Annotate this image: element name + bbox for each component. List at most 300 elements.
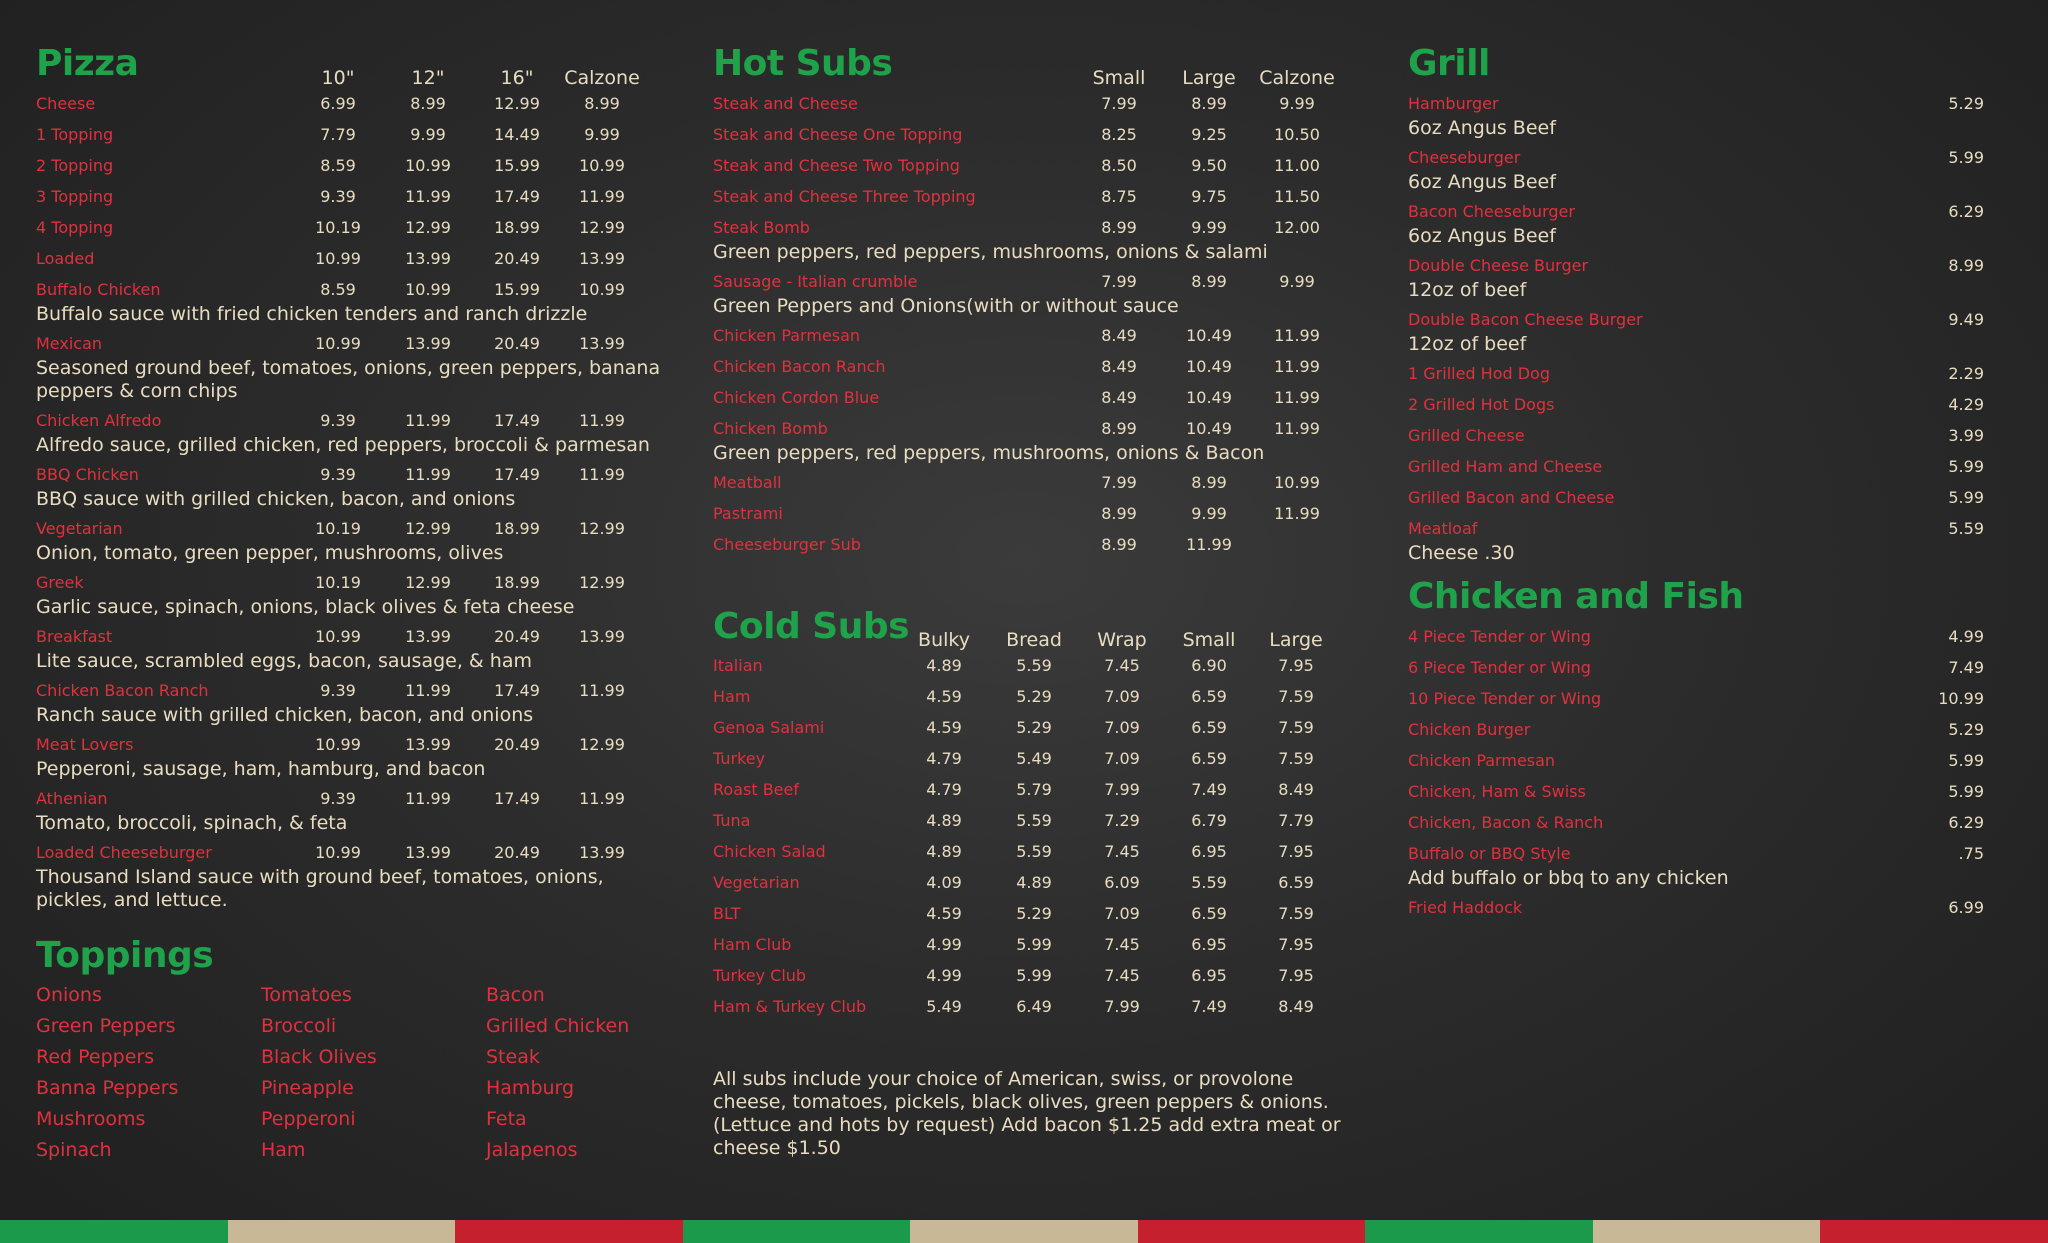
- menu-item-price: 7.45: [1104, 656, 1140, 675]
- menu-item-price: 10.49: [1186, 357, 1232, 376]
- menu-item-price: 14.49: [494, 125, 540, 144]
- menu-item-name: Loaded Cheeseburger: [36, 843, 212, 862]
- menu-item-price: 4.79: [926, 749, 962, 768]
- menu-item-name: Grilled Ham and Cheese: [1408, 457, 1603, 476]
- menu-item-price: 4.89: [926, 811, 962, 830]
- menu-item-description: Cheese .30: [1408, 542, 1515, 564]
- menu-item-description: Garlic sauce, spinach, onions, black olives & feta cheese: [36, 596, 575, 618]
- menu-item-price: 13.99: [405, 627, 451, 646]
- menu-item-price: 11.99: [405, 681, 451, 700]
- menu-item-price: 11.99: [1186, 535, 1232, 554]
- menu-item-price: 10.99: [315, 627, 361, 646]
- menu-item-name: Grilled Bacon and Cheese: [1408, 488, 1615, 507]
- menu-item-price: 7.79: [320, 125, 356, 144]
- menu-item-price: 7.59: [1278, 718, 1314, 737]
- menu-item-price: 8.99: [1101, 419, 1137, 438]
- column-header: Large: [1182, 67, 1236, 89]
- menu-item-description: Alfredo sauce, grilled chicken, red peppers, broccoli & parmesan: [36, 434, 650, 456]
- menu-item-price: .75: [1958, 844, 1984, 863]
- menu-item-price: 7.45: [1104, 966, 1140, 985]
- grill-title: Grill: [1408, 43, 1490, 84]
- stripe-segment: [0, 1220, 229, 1243]
- menu-item-price: 7.95: [1278, 656, 1314, 675]
- menu-item-price: 7.09: [1104, 904, 1140, 923]
- menu-item-name: Grilled Cheese: [1408, 426, 1525, 445]
- menu-item-price: 5.29: [1016, 718, 1052, 737]
- menu-item-price: 10.99: [405, 280, 451, 299]
- menu-item-price: 4.79: [926, 780, 962, 799]
- menu-item-price: 11.50: [1274, 187, 1320, 206]
- menu-item-name: Steak and Cheese: [713, 94, 858, 113]
- menu-item-price: 10.19: [315, 573, 361, 592]
- menu-item-price: 11.99: [1274, 388, 1320, 407]
- menu-item-price: 6.95: [1191, 935, 1227, 954]
- menu-item-price: 9.39: [320, 789, 356, 808]
- column-header: 16": [500, 67, 534, 89]
- topping-item: Grilled Chicken: [486, 1015, 630, 1037]
- column-header: Bulky: [918, 629, 970, 651]
- menu-item-price: 8.49: [1278, 780, 1314, 799]
- column-header: Wrap: [1097, 629, 1147, 651]
- menu-item-name: Chicken, Bacon & Ranch: [1408, 813, 1604, 832]
- menu-item-price: 5.59: [1948, 519, 1984, 538]
- menu-item-price: 11.99: [405, 411, 451, 430]
- menu-item-price: 17.49: [494, 465, 540, 484]
- menu-item-name: 1 Grilled Hod Dog: [1408, 364, 1550, 383]
- menu-item-price: 7.99: [1104, 780, 1140, 799]
- menu-item-price: 18.99: [494, 218, 540, 237]
- menu-item-price: 5.59: [1016, 656, 1052, 675]
- menu-item-name: Cheese: [36, 94, 96, 113]
- menu-item-description: pickles, and lettuce.: [36, 889, 228, 911]
- menu-item-price: 6.79: [1191, 811, 1227, 830]
- menu-item-name: Meatball: [713, 473, 782, 492]
- menu-item-price: 10.19: [315, 519, 361, 538]
- menu-item-price: 9.39: [320, 681, 356, 700]
- menu-item-price: 8.99: [584, 94, 620, 113]
- stripe-segment: [1365, 1220, 1594, 1243]
- menu-item-price: 6.59: [1278, 873, 1314, 892]
- menu-item-price: 5.59: [1191, 873, 1227, 892]
- menu-item-price: 7.79: [1278, 811, 1314, 830]
- menu-item-description: Tomato, broccoli, spinach, & feta: [36, 812, 348, 834]
- topping-item: Banna Peppers: [36, 1077, 179, 1099]
- menu-item-price: 6.09: [1104, 873, 1140, 892]
- menu-item-price: 5.59: [1016, 842, 1052, 861]
- menu-item-name: Chicken Bomb: [713, 419, 828, 438]
- menu-item-price: 7.09: [1104, 749, 1140, 768]
- menu-item-price: 10.49: [1186, 388, 1232, 407]
- menu-item-description: Pepperoni, sausage, ham, hamburg, and bacon: [36, 758, 486, 780]
- menu-item-description: Onion, tomato, green pepper, mushrooms, olives: [36, 542, 504, 564]
- menu-item-price: 8.99: [1101, 535, 1137, 554]
- menu-item-description: 12oz of beef: [1408, 279, 1527, 301]
- menu-item-price: 10.50: [1274, 125, 1320, 144]
- menu-item-price: 8.99: [1101, 504, 1137, 523]
- menu-item-name: 3 Topping: [36, 187, 114, 206]
- menu-item-description: Buffalo sauce with fried chicken tenders and ranch drizzle: [36, 303, 588, 325]
- menu-item-name: Cheeseburger: [1408, 148, 1521, 167]
- toppings-section: [36, 935, 656, 1168]
- menu-item-price: 4.99: [926, 966, 962, 985]
- menu-item-price: 9.50: [1191, 156, 1227, 175]
- menu-item-name: Steak and Cheese One Topping: [713, 125, 963, 144]
- pizza-title: Pizza: [36, 43, 139, 84]
- menu-item-price: 10.99: [1938, 689, 1984, 708]
- menu-item-price: 6.29: [1948, 202, 1984, 221]
- menu-item-price: 8.99: [410, 94, 446, 113]
- topping-item: Pepperoni: [261, 1108, 356, 1130]
- menu-item-price: 17.49: [494, 681, 540, 700]
- menu-item-price: 13.99: [405, 334, 451, 353]
- topping-item: Hamburg: [486, 1077, 575, 1099]
- grill-section: [1408, 43, 1996, 566]
- menu-item-description: 6oz Angus Beef: [1408, 117, 1556, 139]
- menu-item-price: 5.49: [926, 997, 962, 1016]
- column-header: 12": [411, 67, 445, 89]
- menu-item-name: BBQ Chicken: [36, 465, 139, 484]
- menu-item-price: 3.99: [1948, 426, 1984, 445]
- topping-item: Pineapple: [261, 1077, 354, 1099]
- menu-item-name: Vegetarian: [713, 873, 800, 892]
- menu-item-name: Breakfast: [36, 627, 113, 646]
- menu-item-name: Turkey Club: [713, 966, 807, 985]
- menu-item-name: Greek: [36, 573, 84, 592]
- menu-item-name: Chicken Bacon Ranch: [713, 357, 886, 376]
- menu-item-price: 7.59: [1278, 749, 1314, 768]
- menu-item-price: 8.49: [1278, 997, 1314, 1016]
- menu-item-name: BLT: [713, 904, 741, 923]
- pizza-section: [36, 43, 661, 926]
- menu-item-price: 12.99: [405, 573, 451, 592]
- menu-item-price: 6.29: [1948, 813, 1984, 832]
- menu-item-price: 6.99: [320, 94, 356, 113]
- menu-item-price: 17.49: [494, 411, 540, 430]
- menu-item-price: 5.59: [1016, 811, 1052, 830]
- stripe-segment: [228, 1220, 457, 1243]
- menu-item-description: 12oz of beef: [1408, 333, 1527, 355]
- menu-item-name: 2 Grilled Hot Dogs: [1408, 395, 1555, 414]
- menu-item-name: Sausage - Italian crumble: [713, 272, 918, 291]
- column-header: Large: [1269, 629, 1323, 651]
- menu-item-price: 11.99: [579, 465, 625, 484]
- menu-item-price: 18.99: [494, 519, 540, 538]
- menu-item-price: 12.99: [579, 735, 625, 754]
- menu-item-name: Steak and Cheese Two Topping: [713, 156, 960, 175]
- menu-item-description: BBQ sauce with grilled chicken, bacon, and onions: [36, 488, 516, 510]
- menu-item-price: 4.29: [1948, 395, 1984, 414]
- stripe-segment: [910, 1220, 1139, 1243]
- menu-item-description: Seasoned ground beef, tomatoes, onions, green peppers, banana: [36, 357, 661, 379]
- column-header: Calzone: [1259, 67, 1335, 89]
- menu-item-price: 8.59: [320, 280, 356, 299]
- menu-item-price: 6.59: [1191, 687, 1227, 706]
- menu-item-price: 13.99: [579, 334, 625, 353]
- menu-item-price: 7.95: [1278, 966, 1314, 985]
- menu-item-price: 8.99: [1948, 256, 1984, 275]
- menu-item-description: 6oz Angus Beef: [1408, 225, 1556, 247]
- topping-item: Jalapenos: [486, 1139, 578, 1161]
- menu-item-name: Double Bacon Cheese Burger: [1408, 310, 1643, 329]
- menu-item-name: Bacon Cheeseburger: [1408, 202, 1575, 221]
- menu-item-price: 10.99: [579, 156, 625, 175]
- menu-item-price: 8.25: [1101, 125, 1137, 144]
- menu-item-description: Green peppers, red peppers, mushrooms, onions & Bacon: [713, 442, 1265, 464]
- menu-item-price: 20.49: [494, 627, 540, 646]
- menu-item-price: 12.99: [579, 573, 625, 592]
- menu-item-price: 13.99: [579, 843, 625, 862]
- menu-item-price: 4.09: [926, 873, 962, 892]
- menu-item-price: 6.95: [1191, 966, 1227, 985]
- menu-item-price: 6.59: [1191, 718, 1227, 737]
- stripe-segment: [455, 1220, 684, 1243]
- menu-item-name: 6 Piece Tender or Wing: [1408, 658, 1591, 677]
- menu-item-description: Lite sauce, scrambled eggs, bacon, sausage, & ham: [36, 650, 532, 672]
- menu-item-price: 5.99: [1948, 148, 1984, 167]
- menu-item-price: 13.99: [579, 627, 625, 646]
- menu-item-price: 12.00: [1274, 218, 1320, 237]
- menu-item-price: 11.99: [1274, 357, 1320, 376]
- menu-item-price: 18.99: [494, 573, 540, 592]
- menu-item-name: Ham & Turkey Club: [713, 997, 867, 1016]
- menu-item-price: 8.75: [1101, 187, 1137, 206]
- menu-item-price: 9.39: [320, 187, 356, 206]
- topping-item: Black Olives: [261, 1046, 377, 1068]
- menu-item-price: 10.99: [315, 334, 361, 353]
- menu-item-price: 11.99: [579, 681, 625, 700]
- menu-item-name: Italian: [713, 656, 763, 675]
- menu-item-name: Ham: [713, 687, 751, 706]
- topping-item: Onions: [36, 984, 102, 1006]
- hot-subs-section: [713, 43, 1353, 566]
- topping-item: Tomatoes: [261, 984, 352, 1006]
- menu-item-price: 5.79: [1016, 780, 1052, 799]
- menu-item-price: 11.00: [1274, 156, 1320, 175]
- menu-item-price: 4.59: [926, 718, 962, 737]
- toppings-title: Toppings: [36, 935, 214, 976]
- menu-item-price: 5.99: [1948, 782, 1984, 801]
- menu-item-price: 7.49: [1948, 658, 1984, 677]
- menu-item-name: 4 Topping: [36, 218, 114, 237]
- menu-item-price: 11.99: [1274, 326, 1320, 345]
- menu-item-price: 8.49: [1101, 388, 1137, 407]
- menu-item-price: 4.89: [926, 842, 962, 861]
- cold-subs-section: [713, 606, 1353, 1159]
- menu-item-price: 10.99: [315, 843, 361, 862]
- menu-item-price: 10.99: [579, 280, 625, 299]
- topping-item: Broccoli: [261, 1015, 337, 1037]
- menu-item-price: 7.45: [1104, 842, 1140, 861]
- menu-item-price: 7.99: [1104, 997, 1140, 1016]
- menu-item-name: Chicken, Ham & Swiss: [1408, 782, 1586, 801]
- menu-item-name: Loaded: [36, 249, 95, 268]
- menu-item-name: Chicken Parmesan: [1408, 751, 1556, 770]
- menu-item-description: Green peppers, red peppers, mushrooms, onions & salami: [713, 241, 1268, 263]
- menu-item-price: 4.59: [926, 687, 962, 706]
- menu-item-name: Athenian: [36, 789, 108, 808]
- menu-item-price: 9.39: [320, 411, 356, 430]
- menu-item-price: 4.59: [926, 904, 962, 923]
- menu-item-price: 20.49: [494, 334, 540, 353]
- menu-item-price: 15.99: [494, 280, 540, 299]
- menu-item-price: 6.90: [1191, 656, 1227, 675]
- stripe-segment: [1593, 1220, 1822, 1243]
- menu-item-price: 8.99: [1191, 473, 1227, 492]
- menu-item-price: 9.99: [584, 125, 620, 144]
- menu-item-price: 9.75: [1191, 187, 1227, 206]
- menu-item-price: 7.99: [1101, 94, 1137, 113]
- column-header: Bread: [1006, 629, 1062, 651]
- topping-item: Green Peppers: [36, 1015, 176, 1037]
- menu-item-price: 13.99: [405, 843, 451, 862]
- menu-item-name: Pastrami: [713, 504, 783, 523]
- stripe-segment: [683, 1220, 912, 1243]
- menu-item-name: Buffalo Chicken: [36, 280, 161, 299]
- chicken-fish-section: [1408, 576, 1996, 939]
- menu-item-price: 13.99: [405, 735, 451, 754]
- menu-item-price: 8.99: [1191, 272, 1227, 291]
- topping-item: Ham: [261, 1139, 306, 1161]
- menu-item-description: Thousand Island sauce with ground beef, tomatoes, onions,: [36, 866, 604, 888]
- menu-item-price: 6.99: [1948, 898, 1984, 917]
- menu-item-name: Chicken Bacon Ranch: [36, 681, 209, 700]
- menu-item-description: peppers & corn chips: [36, 380, 238, 402]
- menu-item-price: 13.99: [579, 249, 625, 268]
- menu-item-price: 20.49: [494, 843, 540, 862]
- topping-item: Bacon: [486, 984, 545, 1006]
- menu-item-price: 10.49: [1186, 419, 1232, 438]
- menu-item-price: 12.99: [405, 218, 451, 237]
- menu-item-price: 8.49: [1101, 326, 1137, 345]
- menu-item-name: Chicken Parmesan: [713, 326, 861, 345]
- menu-item-name: Genoa Salami: [713, 718, 825, 737]
- menu-item-price: 9.99: [410, 125, 446, 144]
- column-header: Calzone: [564, 67, 640, 89]
- menu-item-price: 9.99: [1191, 504, 1227, 523]
- menu-item-price: 9.39: [320, 465, 356, 484]
- menu-item-price: 7.49: [1191, 780, 1227, 799]
- topping-item: Red Peppers: [36, 1046, 155, 1068]
- menu-item-price: 8.99: [1191, 94, 1227, 113]
- menu-item-price: 12.99: [579, 218, 625, 237]
- menu-item-price: 12.99: [494, 94, 540, 113]
- menu-item-price: 4.99: [926, 935, 962, 954]
- menu-item-price: 5.99: [1016, 966, 1052, 985]
- menu-item-price: 20.49: [494, 249, 540, 268]
- menu-item-description: 6oz Angus Beef: [1408, 171, 1556, 193]
- menu-item-price: 11.99: [579, 187, 625, 206]
- menu-item-price: 2.29: [1948, 364, 1984, 383]
- menu-item-name: Chicken Alfredo: [36, 411, 162, 430]
- menu-item-price: 11.99: [1274, 504, 1320, 523]
- menu-item-price: 7.09: [1104, 687, 1140, 706]
- menu-item-price: 6.49: [1016, 997, 1052, 1016]
- menu-item-name: Vegetarian: [36, 519, 123, 538]
- menu-item-name: Chicken Burger: [1408, 720, 1531, 739]
- menu-item-price: 7.09: [1104, 718, 1140, 737]
- topping-item: Mushrooms: [36, 1108, 146, 1130]
- topping-item: Feta: [486, 1108, 527, 1130]
- menu-item-name: Roast Beef: [713, 780, 799, 799]
- menu-item-price: 7.99: [1101, 473, 1137, 492]
- menu-item-price: 5.29: [1948, 94, 1984, 113]
- menu-item-price: 15.99: [494, 156, 540, 175]
- menu-item-price: 9.49: [1948, 310, 1984, 329]
- chicken-fish-title: Chicken and Fish: [1408, 576, 1744, 617]
- menu-item-price: 5.29: [1948, 720, 1984, 739]
- menu-item-price: 5.99: [1016, 935, 1052, 954]
- menu-item-price: 6.95: [1191, 842, 1227, 861]
- menu-item-price: 11.99: [405, 465, 451, 484]
- menu-item-name: 1 Topping: [36, 125, 114, 144]
- menu-item-price: 7.59: [1278, 687, 1314, 706]
- menu-item-price: 7.99: [1101, 272, 1137, 291]
- menu-item-price: 13.99: [405, 249, 451, 268]
- menu-item-price: 4.89: [1016, 873, 1052, 892]
- menu-item-price: 5.99: [1948, 751, 1984, 770]
- menu-item-name: 4 Piece Tender or Wing: [1408, 627, 1591, 646]
- menu-item-name: Buffalo or BBQ Style: [1408, 844, 1571, 863]
- menu-item-name: 2 Topping: [36, 156, 114, 175]
- cold-subs-title: Cold Subs: [713, 606, 910, 647]
- menu-item-price: 11.99: [405, 187, 451, 206]
- menu-item-price: 8.50: [1101, 156, 1137, 175]
- menu-item-name: Double Cheese Burger: [1408, 256, 1589, 275]
- menu-item-price: 4.99: [1948, 627, 1984, 646]
- menu-item-description: Ranch sauce with grilled chicken, bacon, and onions: [36, 704, 534, 726]
- menu-item-price: 11.99: [405, 789, 451, 808]
- menu-item-description: Add buffalo or bbq to any chicken: [1408, 867, 1729, 889]
- menu-item-price: 5.99: [1948, 457, 1984, 476]
- column-header: Small: [1182, 629, 1236, 651]
- menu-item-price: 10.99: [405, 156, 451, 175]
- cold-subs-note: All subs include your choice of American, swiss, or provolone cheese, tomatoes, pickels, black olives, green peppers & onions. (Lettuce and hots by request) Add bacon $1.25 add extra meat or cheese $1.50: [713, 1068, 1341, 1159]
- menu-item-name: Meat Lovers: [36, 735, 134, 754]
- menu-item-price: 7.59: [1278, 904, 1314, 923]
- menu-item-price: 9.99: [1279, 94, 1315, 113]
- menu-item-price: 4.89: [926, 656, 962, 675]
- menu-item-name: Ham Club: [713, 935, 792, 954]
- menu-item-price: 6.59: [1191, 749, 1227, 768]
- menu-item-price: 17.49: [494, 187, 540, 206]
- menu-item-price: 9.99: [1279, 272, 1315, 291]
- menu-item-name: 10 Piece Tender or Wing: [1408, 689, 1602, 708]
- menu-item-name: Steak Bomb: [713, 218, 810, 237]
- menu-item-price: 7.49: [1191, 997, 1227, 1016]
- menu-item-price: 7.45: [1104, 935, 1140, 954]
- menu-item-name: Mexican: [36, 334, 103, 353]
- menu-item-name: Turkey: [713, 749, 766, 768]
- column-header: Small: [1092, 67, 1146, 89]
- stripe-segment: [1820, 1220, 2048, 1243]
- menu-item-price: 7.29: [1104, 811, 1140, 830]
- menu-item-name: Fried Haddock: [1408, 898, 1523, 917]
- menu-item-price: 17.49: [494, 789, 540, 808]
- menu-item-price: 5.99: [1948, 488, 1984, 507]
- menu-item-price: 9.99: [1191, 218, 1227, 237]
- menu-item-price: 5.49: [1016, 749, 1052, 768]
- menu-item-price: 6.59: [1191, 904, 1227, 923]
- menu-item-price: 5.29: [1016, 687, 1052, 706]
- menu-item-price: 9.25: [1191, 125, 1227, 144]
- menu-item-price: 11.99: [1274, 419, 1320, 438]
- hot-subs-title: Hot Subs: [713, 43, 893, 84]
- menu-item-price: 8.59: [320, 156, 356, 175]
- menu-item-name: Cheeseburger Sub: [713, 535, 861, 554]
- menu-item-name: Chicken Salad: [713, 842, 826, 861]
- menu-item-price: 10.49: [1186, 326, 1232, 345]
- menu-item-price: 5.29: [1016, 904, 1052, 923]
